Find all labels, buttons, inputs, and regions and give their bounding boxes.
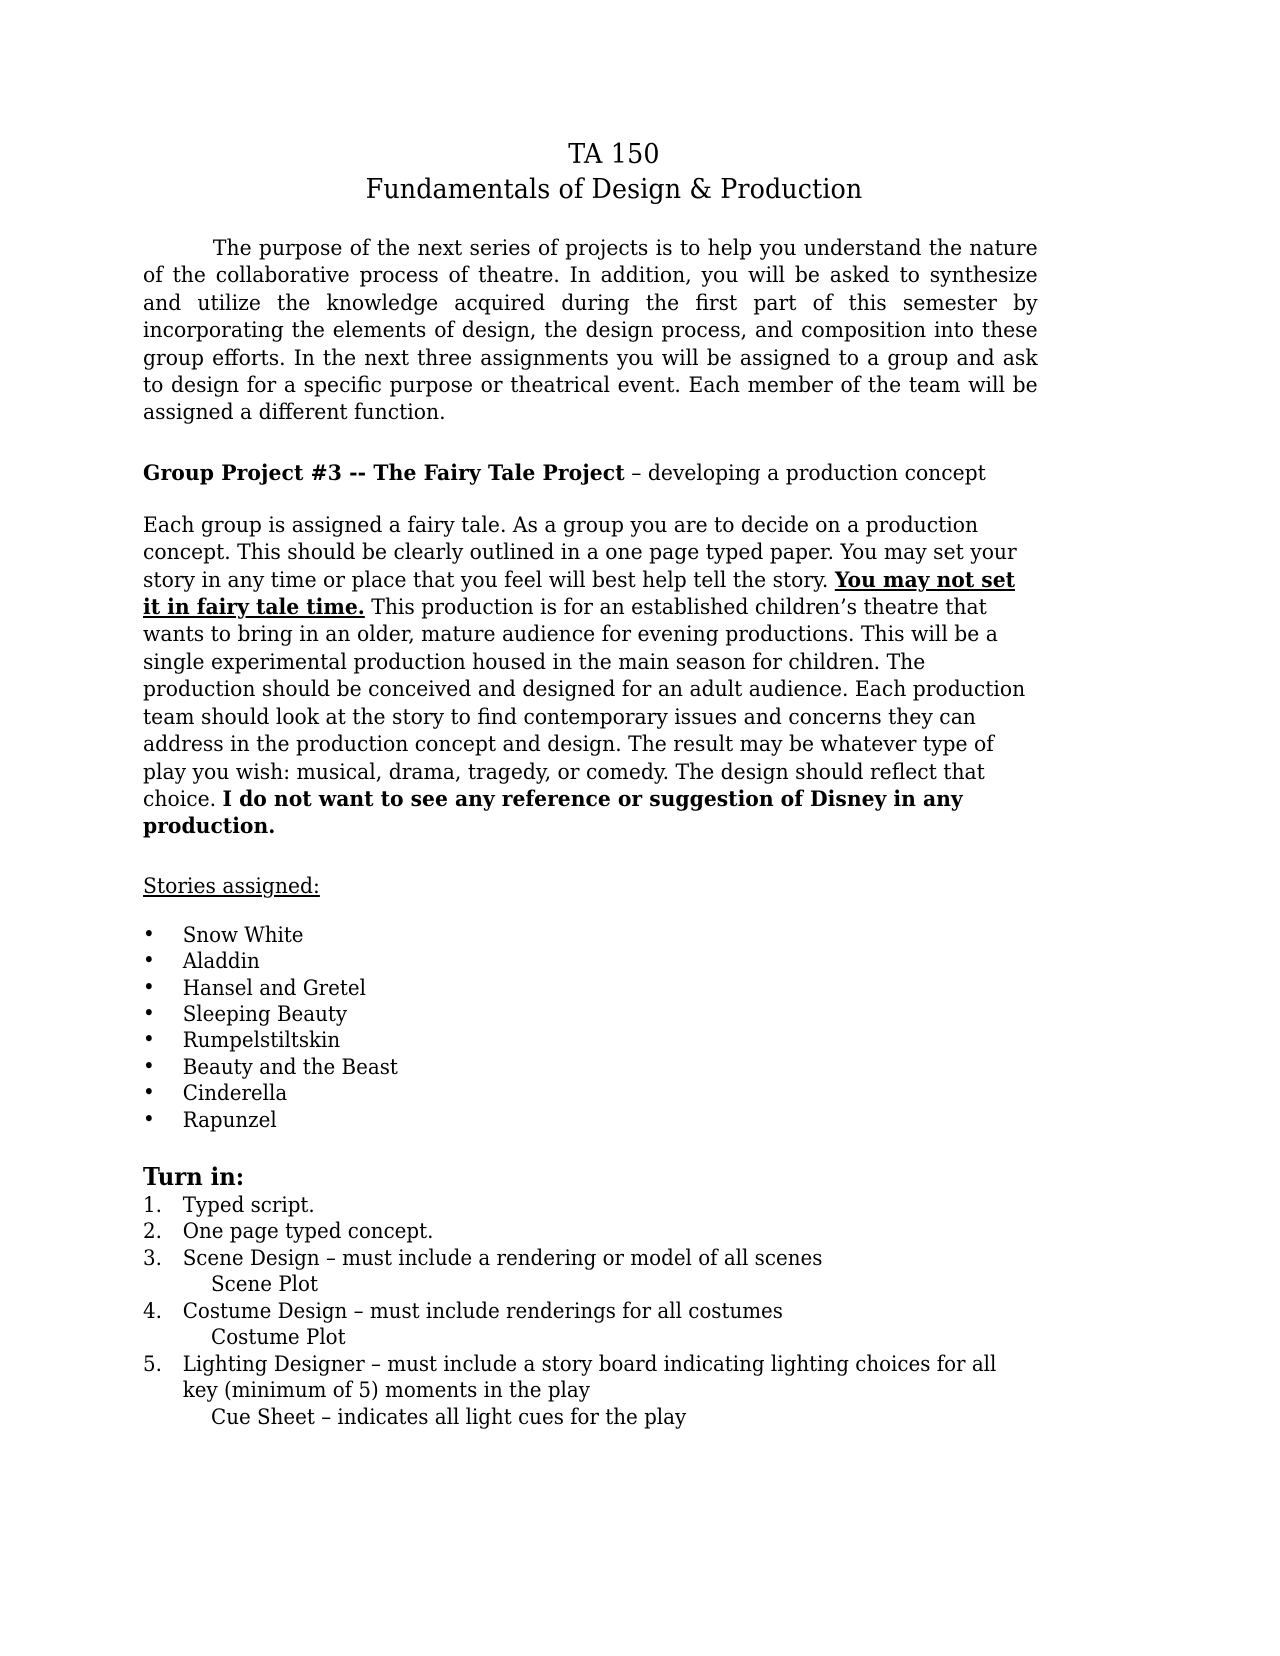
list-item	[143, 975, 1033, 1001]
bullet-icon: •	[143, 1106, 155, 1131]
story-label: Cinderella	[182, 1081, 288, 1106]
list-item	[143, 1107, 1033, 1133]
item-text: Typed script.	[182, 1192, 315, 1217]
stories-list	[143, 922, 1033, 1133]
bullet-icon: •	[143, 948, 155, 973]
list-item	[143, 1218, 1033, 1245]
bullet-icon: •	[143, 1053, 155, 1078]
project-heading	[143, 460, 1033, 487]
list-item	[143, 1351, 1033, 1431]
story-label: Snow White	[182, 922, 304, 947]
document-title-block	[143, 138, 1085, 208]
body-segment-1: Each group is assigned a fairy tale. As a group you are to decide on a production concept. This should be clearly outlined in a one page typed paper. You may set your story in any time or place that you feel will best help tell the story.	[143, 512, 1017, 593]
item-number: 2.	[143, 1219, 162, 1244]
item-text: Costume Design – must include renderings for all costumes	[182, 1298, 783, 1323]
story-label: Beauty and the Beast	[182, 1054, 398, 1079]
body-emphasis-2: I do not want to see any reference or suggestion of Disney in any production.	[143, 786, 963, 840]
stories-assigned-label: Stories assigned:	[143, 873, 320, 899]
list-item	[143, 1054, 1033, 1080]
list-item	[143, 1080, 1033, 1106]
project-heading-bold: Group Project #3 -- The Fairy Tale Project	[143, 460, 625, 486]
list-item	[143, 1245, 1033, 1298]
body-paragraph	[143, 512, 1038, 841]
item-text: One page typed concept.	[182, 1219, 434, 1244]
turn-in-heading: Turn in:	[143, 1161, 245, 1191]
item-sub-text: Scene Plot	[211, 1272, 318, 1297]
item-text: Lighting Designer – must include a story board indicating lighting choices for all key (minimum of 5) moments in the play	[182, 1351, 997, 1403]
project-heading-regular: – developing a production concept	[624, 460, 986, 486]
intro-paragraph: The purpose of the next series of projects is to help you understand the nature of the collaborative process of theatre. In addition, you will be asked to synthesize and utilize the knowledge acquired during the first part of this semester by incorporating the elements of design, the design process, and composition into these group efforts. In the next three assignments you will be assigned to a group and ask to design for a specific purpose or theatrical event. Each member of the team will be assigned a different function.	[143, 236, 1038, 426]
item-number: 5.	[143, 1351, 162, 1376]
turn-in-list	[143, 1192, 1033, 1431]
course-code: TA 150	[568, 139, 660, 170]
bullet-icon: •	[143, 1000, 155, 1025]
story-label: Rumpelstiltskin	[182, 1028, 341, 1053]
item-number: 1.	[143, 1192, 162, 1217]
item-number: 4.	[143, 1298, 162, 1323]
course-title: Fundamentals of Design & Production	[365, 174, 863, 205]
story-label: Hansel and Gretel	[182, 975, 366, 1000]
item-number: 3.	[143, 1245, 162, 1270]
list-item	[143, 948, 1033, 974]
list-item	[143, 922, 1033, 948]
bullet-icon: •	[143, 974, 155, 999]
stories-assigned-heading	[143, 873, 1033, 900]
bullet-icon: •	[143, 1080, 155, 1105]
list-item	[143, 1192, 1033, 1219]
story-label: Sleeping Beauty	[182, 1001, 348, 1026]
list-item	[143, 1027, 1033, 1053]
item-sub-text: Cue Sheet – indicates all light cues for the play	[211, 1404, 687, 1429]
bullet-icon: •	[143, 921, 155, 946]
bullet-icon: •	[143, 1027, 155, 1052]
story-label: Aladdin	[182, 949, 260, 974]
item-sub-text: Costume Plot	[211, 1325, 346, 1350]
body-segment-2: This production is for an established children’s theatre that wants to bring in an older, mature audience for evening productions. This will be a single experimental production housed in the main season for children. The production should be conceived and designed for an adult audience. Each production team should look at the story to find contemporary issues and concerns they can address in the production concept and design. The result may be whatever type of play you wish: musical, drama, tragedy, or comedy. The design should reflect that choice.	[143, 595, 1026, 812]
item-text: Scene Design – must include a rendering or model of all scenes	[182, 1245, 823, 1270]
story-label: Rapunzel	[182, 1107, 277, 1132]
list-item	[143, 1001, 1033, 1027]
body-emphasis-1: You may not set it in fairy tale time.	[143, 567, 1016, 621]
list-item	[143, 1298, 1033, 1351]
